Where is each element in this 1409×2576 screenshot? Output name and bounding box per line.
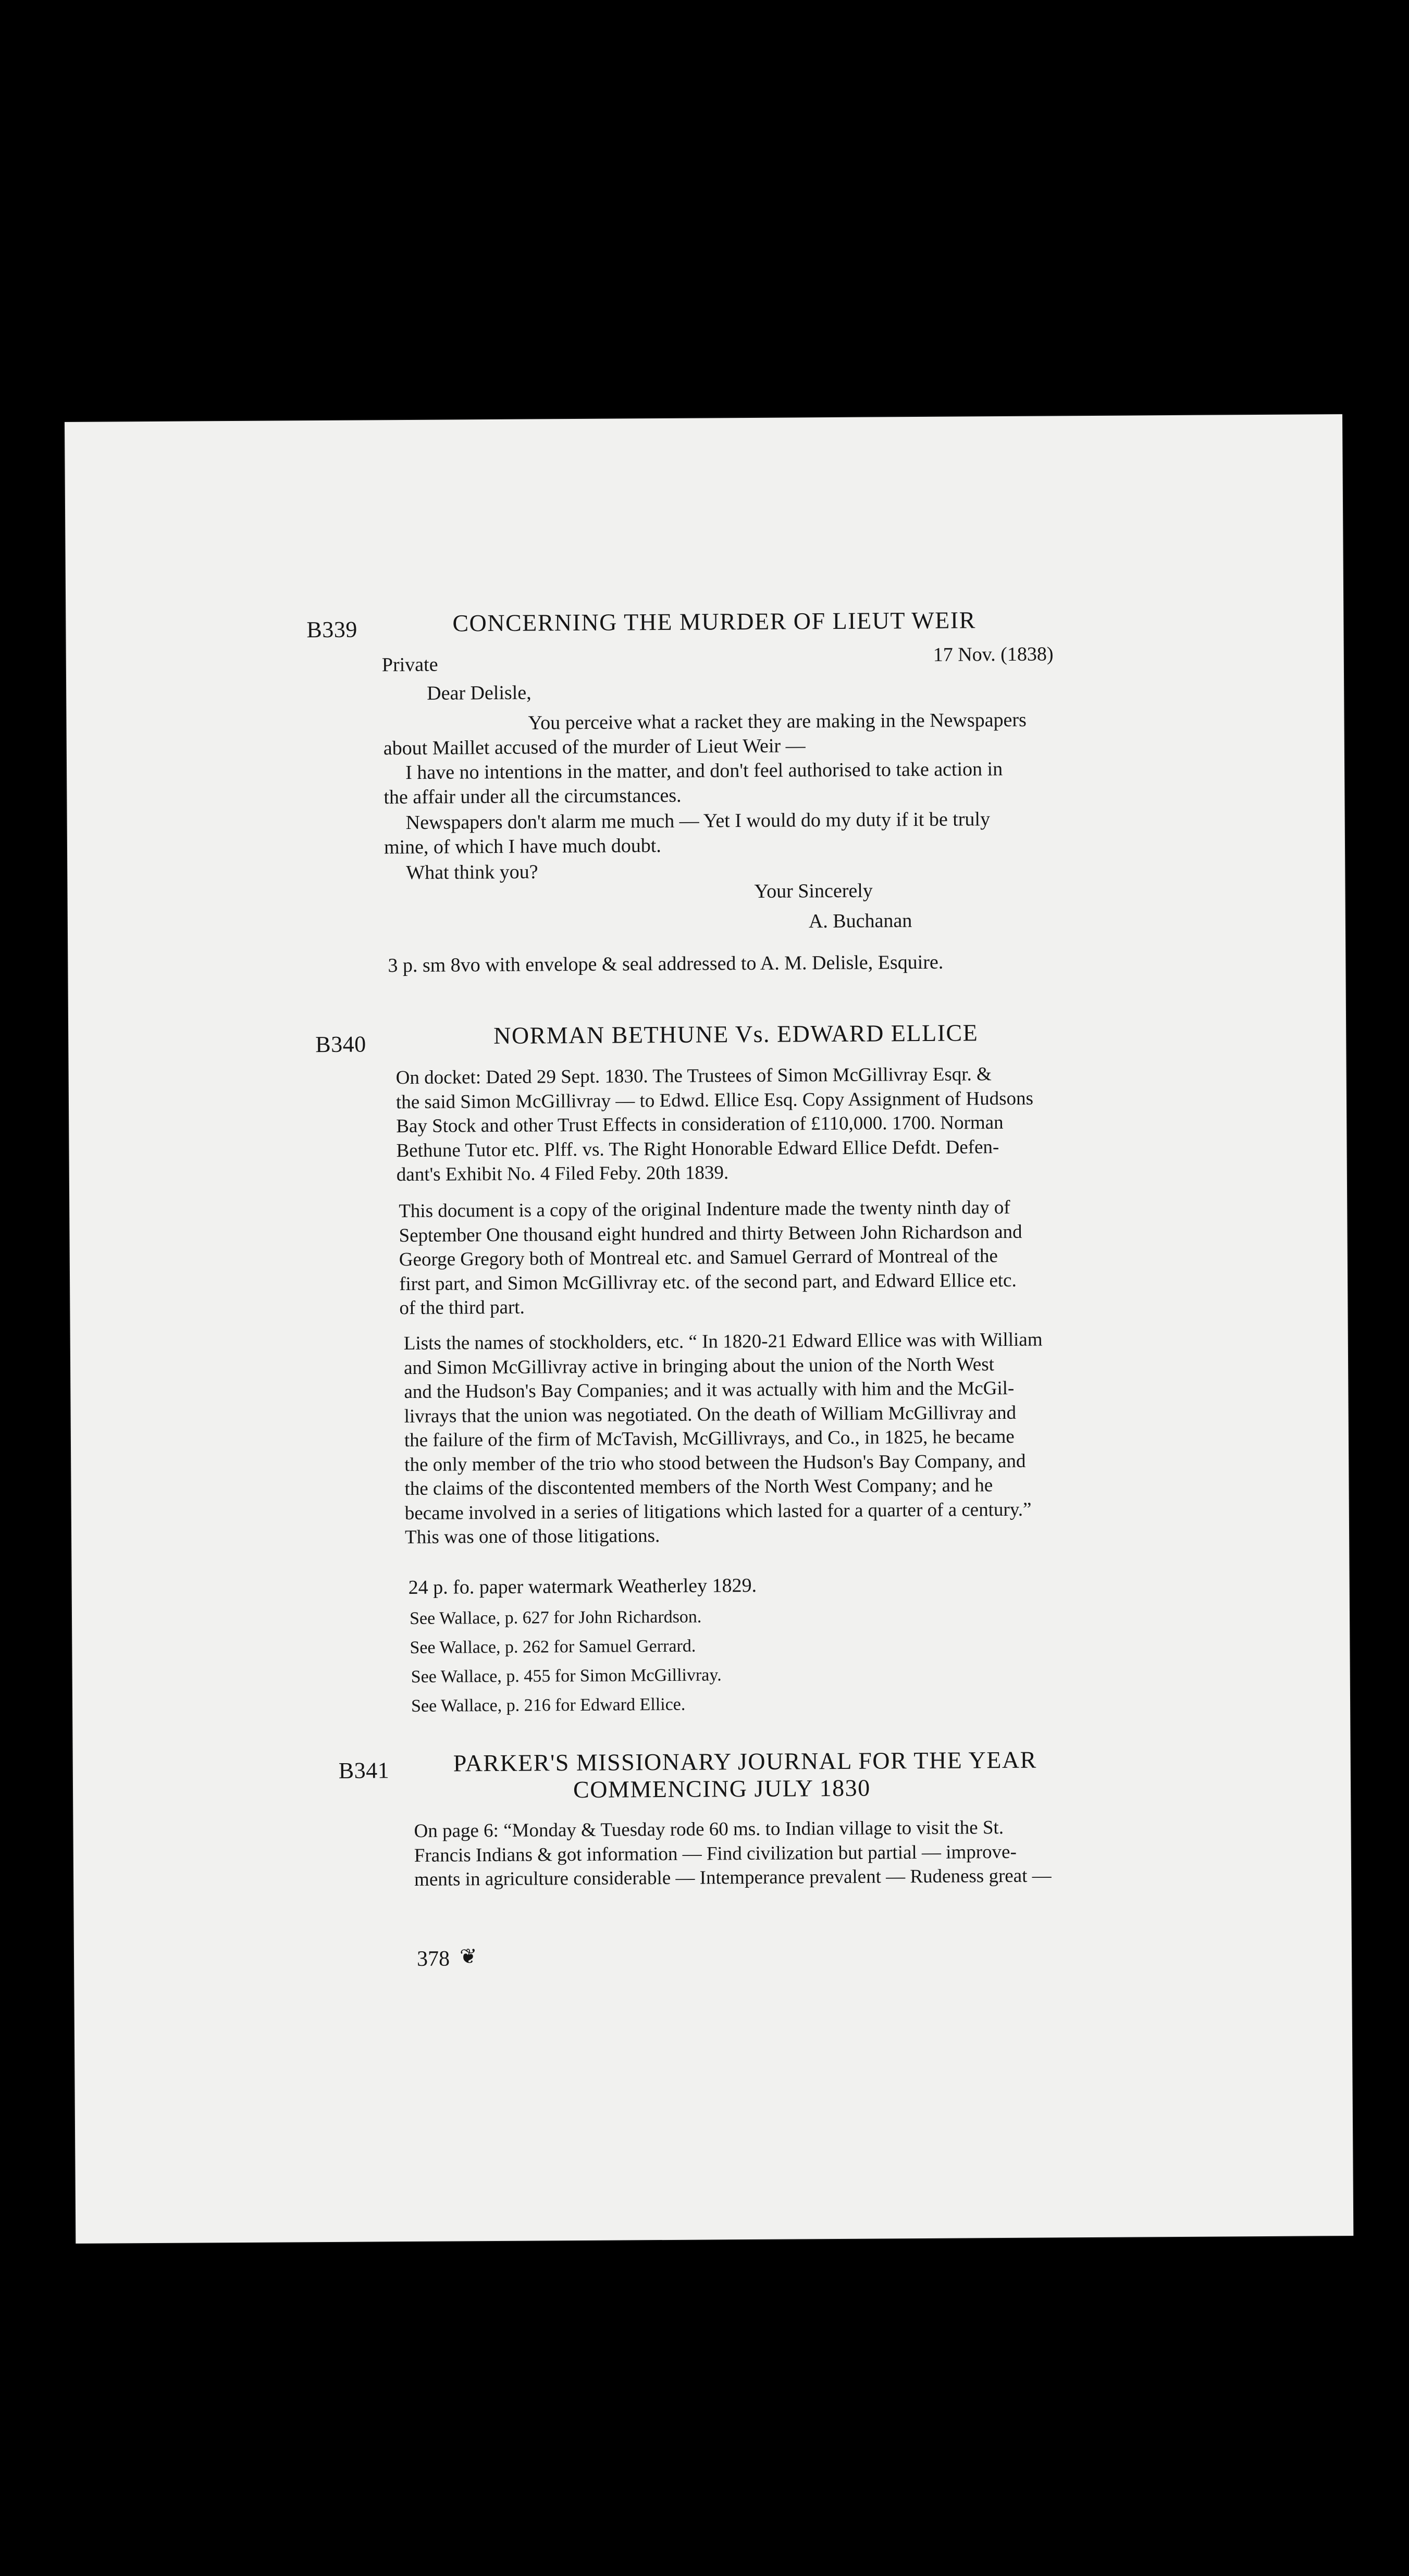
- paragraph-line: Francis Indians & got information — Find civilization but partial — improve-: [414, 1841, 1017, 1866]
- paragraph-line: On page 6: “Monday & Tuesday rode 60 ms. to Indian village to visit the St.: [414, 1817, 1004, 1842]
- paragraph-line: ments in agriculture considerable — Intemperance prevalent — Rudeness great —: [414, 1865, 1052, 1890]
- paragraph-line: the claims of the discontented members of the North West Company; and he: [404, 1475, 993, 1500]
- paragraph-line: dant's Exhibit No. 4 Filed Feby. 20th 1839.: [396, 1162, 729, 1186]
- paragraph-line: and Simon McGillivray active in bringing about the union of the North West: [403, 1353, 995, 1379]
- paragraph-line: George Gregory both of Montreal etc. and Samuel Gerrard of Montreal of the: [399, 1245, 998, 1271]
- reference-line: See Wallace, p. 455 for Simon McGillivray.: [411, 1665, 722, 1687]
- letter-private-label: Private: [381, 653, 438, 676]
- copy-note-paragraph: [399, 1195, 1110, 1321]
- paragraph-line: This document is a copy of the original Indenture made the twenty ninth day of: [399, 1196, 1010, 1222]
- paragraph-line: became involved in a series of litigations which lasted for a quarter of a century.”: [404, 1498, 1032, 1524]
- paragraph-line: This was one of those litigations.: [404, 1525, 660, 1549]
- entry-number-b340: B340: [315, 1031, 366, 1058]
- journal-excerpt-paragraph: [414, 1815, 1125, 1892]
- paragraph-line: Bay Stock and other Trust Effects in consideration of £110,000. 1700. Norman: [396, 1112, 1004, 1137]
- paragraph-line: the failure of the firm of McTavish, McGillivrays, and Co., in 1825, he became: [404, 1426, 1015, 1452]
- paragraph-line: livrays that the union was negotiated. On the death of William McGillivray and: [404, 1402, 1017, 1427]
- paragraph-line: Lists the names of stockholders, etc. “ In 1820-21 Edward Ellice was with William: [403, 1329, 1043, 1355]
- entry-title-b339: CONCERNING THE MURDER OF LIEUT WEIR: [452, 606, 976, 637]
- stockholders-paragraph: [404, 1328, 1116, 1550]
- reference-line: See Wallace, p. 216 for Edward Ellice.: [411, 1694, 686, 1716]
- reference-line: See Wallace, p. 262 for Samuel Gerrard.: [410, 1636, 696, 1657]
- paragraph-line: Bethune Tutor etc. Plff. vs. The Right Honorable Edward Ellice Defdt. Defen-: [396, 1136, 999, 1161]
- entry-number-b341: B341: [338, 1757, 390, 1784]
- letter-line: You perceive what a racket they are making in the Newspapers: [528, 709, 1027, 734]
- paragraph-line: the only member of the trio who stood between the Hudson's Bay Company, and: [404, 1450, 1026, 1476]
- document-page: [65, 414, 1353, 2244]
- docket-paragraph: [396, 1062, 1107, 1187]
- paragraph-line: On docket: Dated 29 Sept. 1830. The Trustees of Simon McGillivray Esqr. &: [395, 1063, 992, 1089]
- letter-signature: A. Buchanan: [808, 910, 912, 933]
- ornament-icon: ❦: [459, 1945, 477, 1968]
- letter-line: Newspapers don't alarm me much — Yet I would do my duty if it be truly: [405, 808, 991, 834]
- item-description: 3 p. sm 8vo with envelope & seal addressed to A. M. Delisle, Esquire.: [388, 951, 944, 977]
- paragraph-line: the said Simon McGillivray — to Edwd. Ellice Esq. Copy Assignment of Hudsons: [395, 1087, 1034, 1113]
- letter-line: I have no intentions in the matter, and don't feel authorised to take action in: [405, 758, 1003, 784]
- reference-line: See Wallace, p. 627 for John Richardson.: [409, 1607, 702, 1628]
- paragraph-line: September One thousand eight hundred and thirty Between John Richardson and: [399, 1221, 1022, 1246]
- page-number: 378: [416, 1947, 450, 1971]
- paragraph-line: first part, and Simon McGillivray etc. of the second part, and Edward Ellice etc.: [399, 1269, 1017, 1295]
- letter-salutation: Dear Delisle,: [427, 682, 532, 704]
- paragraph-line: and the Hudson's Bay Companies; and it was actually with him and the McGil-: [404, 1377, 1015, 1403]
- letter-date: 17 Nov. (1838): [933, 643, 1054, 666]
- entry-number-b339: B339: [306, 616, 357, 643]
- entry-title-b341-line2: COMMENCING JULY 1830: [573, 1774, 871, 1803]
- entry-title-b341-line1: PARKER'S MISSIONARY JOURNAL FOR THE YEAR: [453, 1746, 1037, 1777]
- item-description: 24 p. fo. paper watermark Weatherley 1829.: [408, 1574, 757, 1599]
- letter-closing: Your Sincerely: [754, 880, 873, 902]
- entry-title-b340: NORMAN BETHUNE Vs. EDWARD ELLICE: [493, 1019, 979, 1049]
- letter-line: mine, of which I have much doubt.: [384, 835, 661, 859]
- letter-line: the affair under all the circumstances.: [384, 784, 682, 809]
- letter-line: about Maillet accused of the murder of Lieut Weir —: [383, 735, 806, 760]
- paragraph-line: of the third part.: [399, 1296, 525, 1319]
- letter-line: What think you?: [406, 861, 538, 884]
